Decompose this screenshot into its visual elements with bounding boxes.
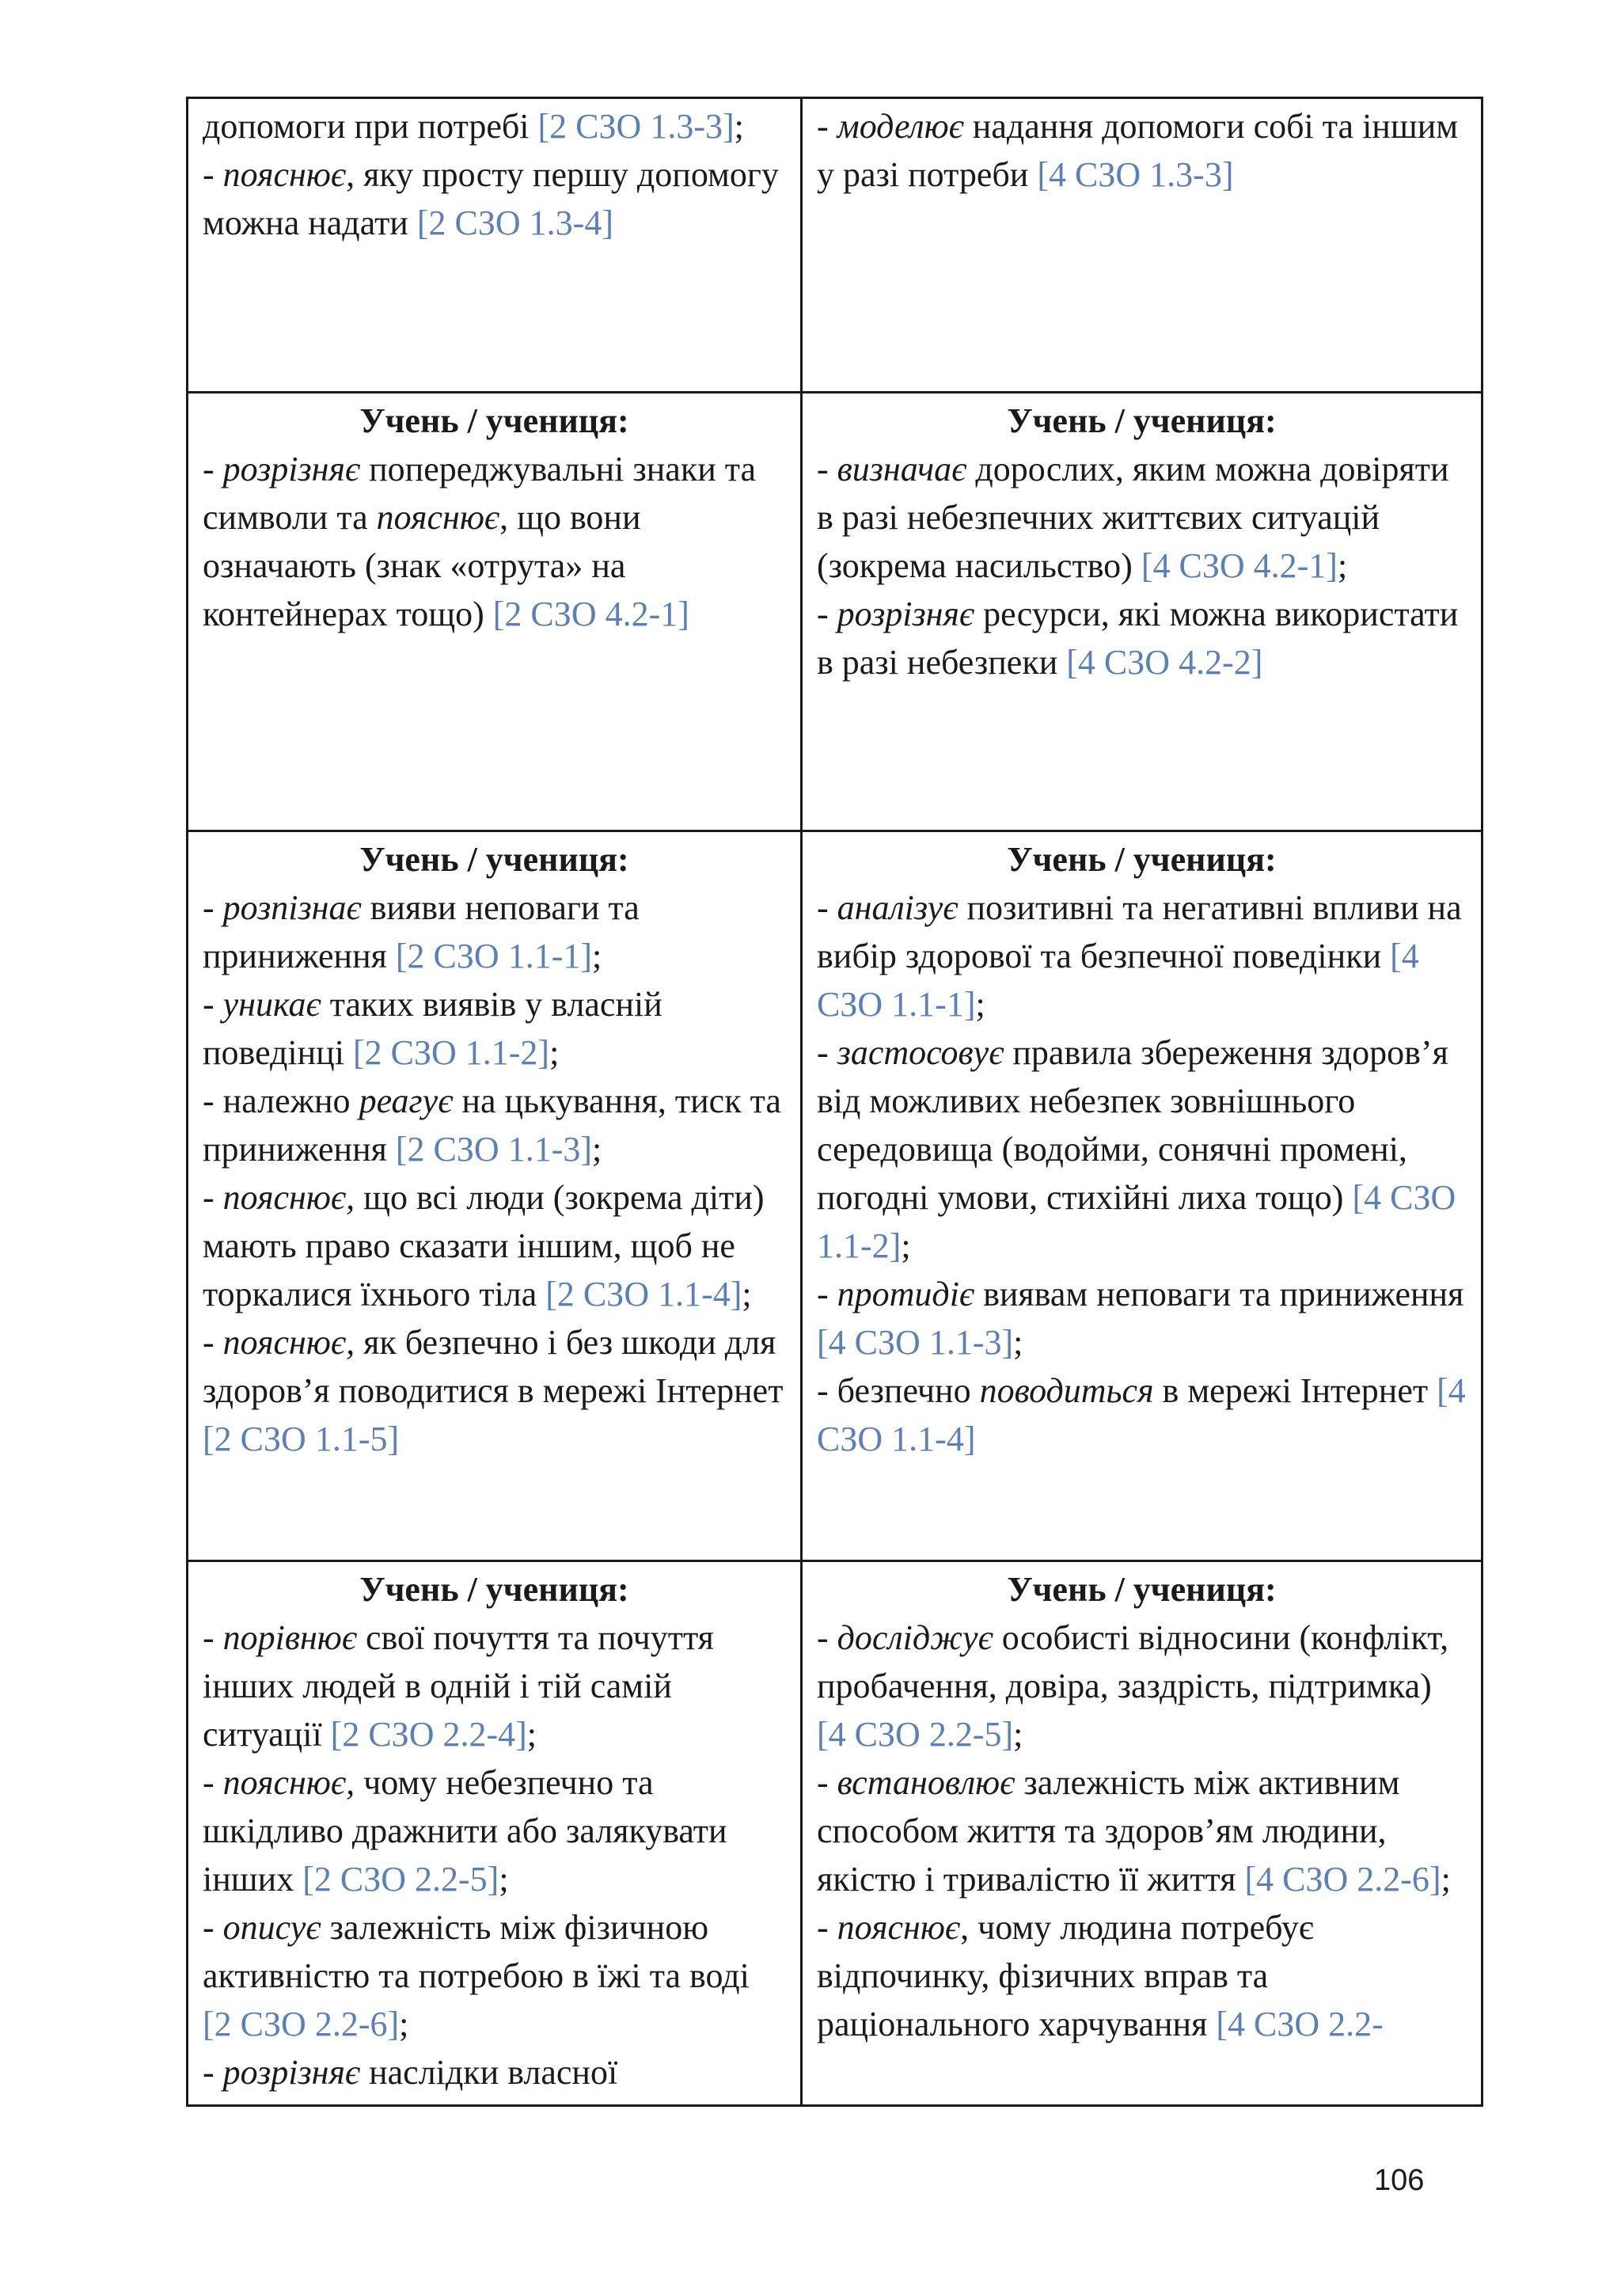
list-item: - розрізняє наслідки власної (203, 2053, 618, 2092)
table-row (188, 831, 1482, 1561)
cell-grade-4 (802, 831, 1482, 1561)
cell-heading: Учень / учениця: (1007, 1570, 1277, 1609)
list-item: - порівнює свої почуття та почуття інших людей в одній і тій самій ситуації [2 СЗО 2.2-4]; (203, 1618, 714, 1754)
list-item: - належно реагує на цькування, тиск та приниження [2 СЗО 1.1-3]; (203, 1081, 781, 1169)
list-item: - досліджує особисті відносини (конфлікт, пробачення, довіра, заздрість, підтримка) [4 СЗО 2.2-5]; (817, 1618, 1449, 1754)
reference-code: [2 СЗО 1.1-3] (395, 1130, 592, 1169)
list-item: - протидіє виявам неповаги та приниження [4 СЗО 1.1-3]; (817, 1275, 1464, 1362)
cell-grade-4 (802, 98, 1482, 393)
reference-code: [2 СЗО 1.3-4] (416, 203, 613, 242)
list-item: - розрізняє попереджувальні знаки та символи та пояснює, що вони означають (знак «отрута» на контейнерах тощо) [2 СЗО 4.2-1] (203, 450, 757, 633)
list-item: - описує залежність між фізичною активністю та потребою в їжі та воді [2 СЗО 2.2-6]; (203, 1908, 750, 2043)
reference-code: [4 СЗО 1.1-1] (817, 937, 1419, 1024)
reference-code: [4 СЗО 4.2-2] (1066, 643, 1263, 682)
reference-code: [2 СЗО 1.1-4] (545, 1275, 742, 1313)
reference-code: [2 СЗО 2.2-4] (330, 1715, 527, 1754)
list-item: - аналізує позитивні та негативні впливи на вибір здорової та безпечної поведінки [4 СЗО 1.1-1]; (817, 888, 1462, 1024)
reference-code: [2 СЗО 1.3-3] (537, 107, 735, 146)
list-item: - пояснює, що всі люди (зокрема діти) мають право сказати іншим, щоб не торкалися їхнього тіла [2 СЗО 1.1-4]; (203, 1178, 765, 1313)
reference-code: [2 СЗО 2.2-6] (203, 2005, 400, 2043)
cell-grade-2 (188, 393, 802, 831)
reference-code: [4 СЗО 4.2-1] (1141, 546, 1338, 585)
list-item: - пояснює, як безпечно і без шкоди для здоров’я поводитися в мережі Інтернет [2 СЗО 1.1-5] (203, 1323, 784, 1458)
list-item: - пояснює, яку просту першу допомогу можна надати [2 СЗО 1.3-4] (203, 155, 779, 242)
reference-code: [4 СЗО 1.1-3] (817, 1323, 1014, 1362)
reference-code: [4 СЗО 2.2-5] (817, 1715, 1014, 1754)
list-item: - уникає таких виявів у власній поведінці [2 СЗО 1.1-2]; (203, 985, 662, 1072)
cell-heading: Учень / учениця: (1007, 401, 1277, 440)
cell-grade-2 (188, 831, 802, 1561)
reference-code: [4 СЗО 2.2-6] (1244, 1860, 1441, 1899)
cell-heading: Учень / учениця: (359, 1570, 629, 1609)
list-item: - пояснює, чому небезпечно та шкідливо дражнити або залякувати інших [2 СЗО 2.2-5]; (203, 1763, 727, 1899)
list-item: допомоги при потребі [2 СЗО 1.3-3]; (203, 107, 744, 146)
reference-code: [4 СЗО 1.1-2] (817, 1178, 1456, 1265)
reference-code: [2 СЗО 1.1-5] (203, 1420, 400, 1458)
reference-code: [4 СЗО 2.2- (1216, 2005, 1384, 2043)
list-item: - розпізнає вияви неповаги та приниження [2 СЗО 1.1-1]; (203, 888, 640, 975)
list-item: - розрізняє ресурси, які можна використати в разі небезпеки [4 СЗО 4.2-2] (817, 595, 1459, 682)
cell-grade-4 (802, 1561, 1482, 2106)
list-item: - пояснює, чому людина потребує відпочинку, фізичних вправ та раціонального харчування [4 СЗО 2.2- (817, 1908, 1384, 2043)
reference-code: [2 СЗО 1.1-2] (352, 1033, 550, 1072)
cell-heading: Учень / учениця: (1007, 840, 1277, 879)
reference-code: [2 СЗО 1.1-1] (395, 937, 592, 975)
table-row (188, 1561, 1482, 2106)
reference-code: [2 СЗО 4.2-1] (492, 595, 689, 633)
list-item: - моделює надання допомоги собі та іншим у разі потреби [4 СЗО 1.3-3] (817, 107, 1459, 194)
reference-code: [2 СЗО 2.2-5] (302, 1860, 499, 1899)
cell-grade-4 (802, 393, 1482, 831)
list-item: - визначає дорослих, яким можна довіряти в разі небезпечних життєвих ситуацій (зокрема насильство) [4 СЗО 4.2-1]; (817, 450, 1449, 585)
list-item: - безпечно поводиться в мережі Інтернет [4 СЗО 1.1-4] (817, 1371, 1466, 1458)
list-item: - застосовує правила збереження здоров’я від можливих небезпек зовнішнього середовища (водойми, сонячні промені, погодні умови, стихійні лиха тощо) [4 СЗО 1.1-2]; (817, 1033, 1456, 1265)
table-row (188, 393, 1482, 831)
reference-code: [4 СЗО 1.1-4] (817, 1371, 1466, 1458)
cell-heading: Учень / учениця: (359, 840, 629, 879)
outcomes-table (186, 97, 1483, 2107)
table-row (188, 98, 1482, 393)
page-number: 106 (1374, 2164, 1425, 2197)
cell-grade-2 (188, 98, 802, 393)
reference-code: [4 СЗО 1.3-3] (1037, 155, 1234, 194)
cell-heading: Учень / учениця: (359, 401, 629, 440)
cell-grade-2 (188, 1561, 802, 2106)
list-item: - встановлює залежність між активним способом життя та здоров’ям людини, якістю і тривалістю її життя [4 СЗО 2.2-6]; (817, 1763, 1451, 1899)
